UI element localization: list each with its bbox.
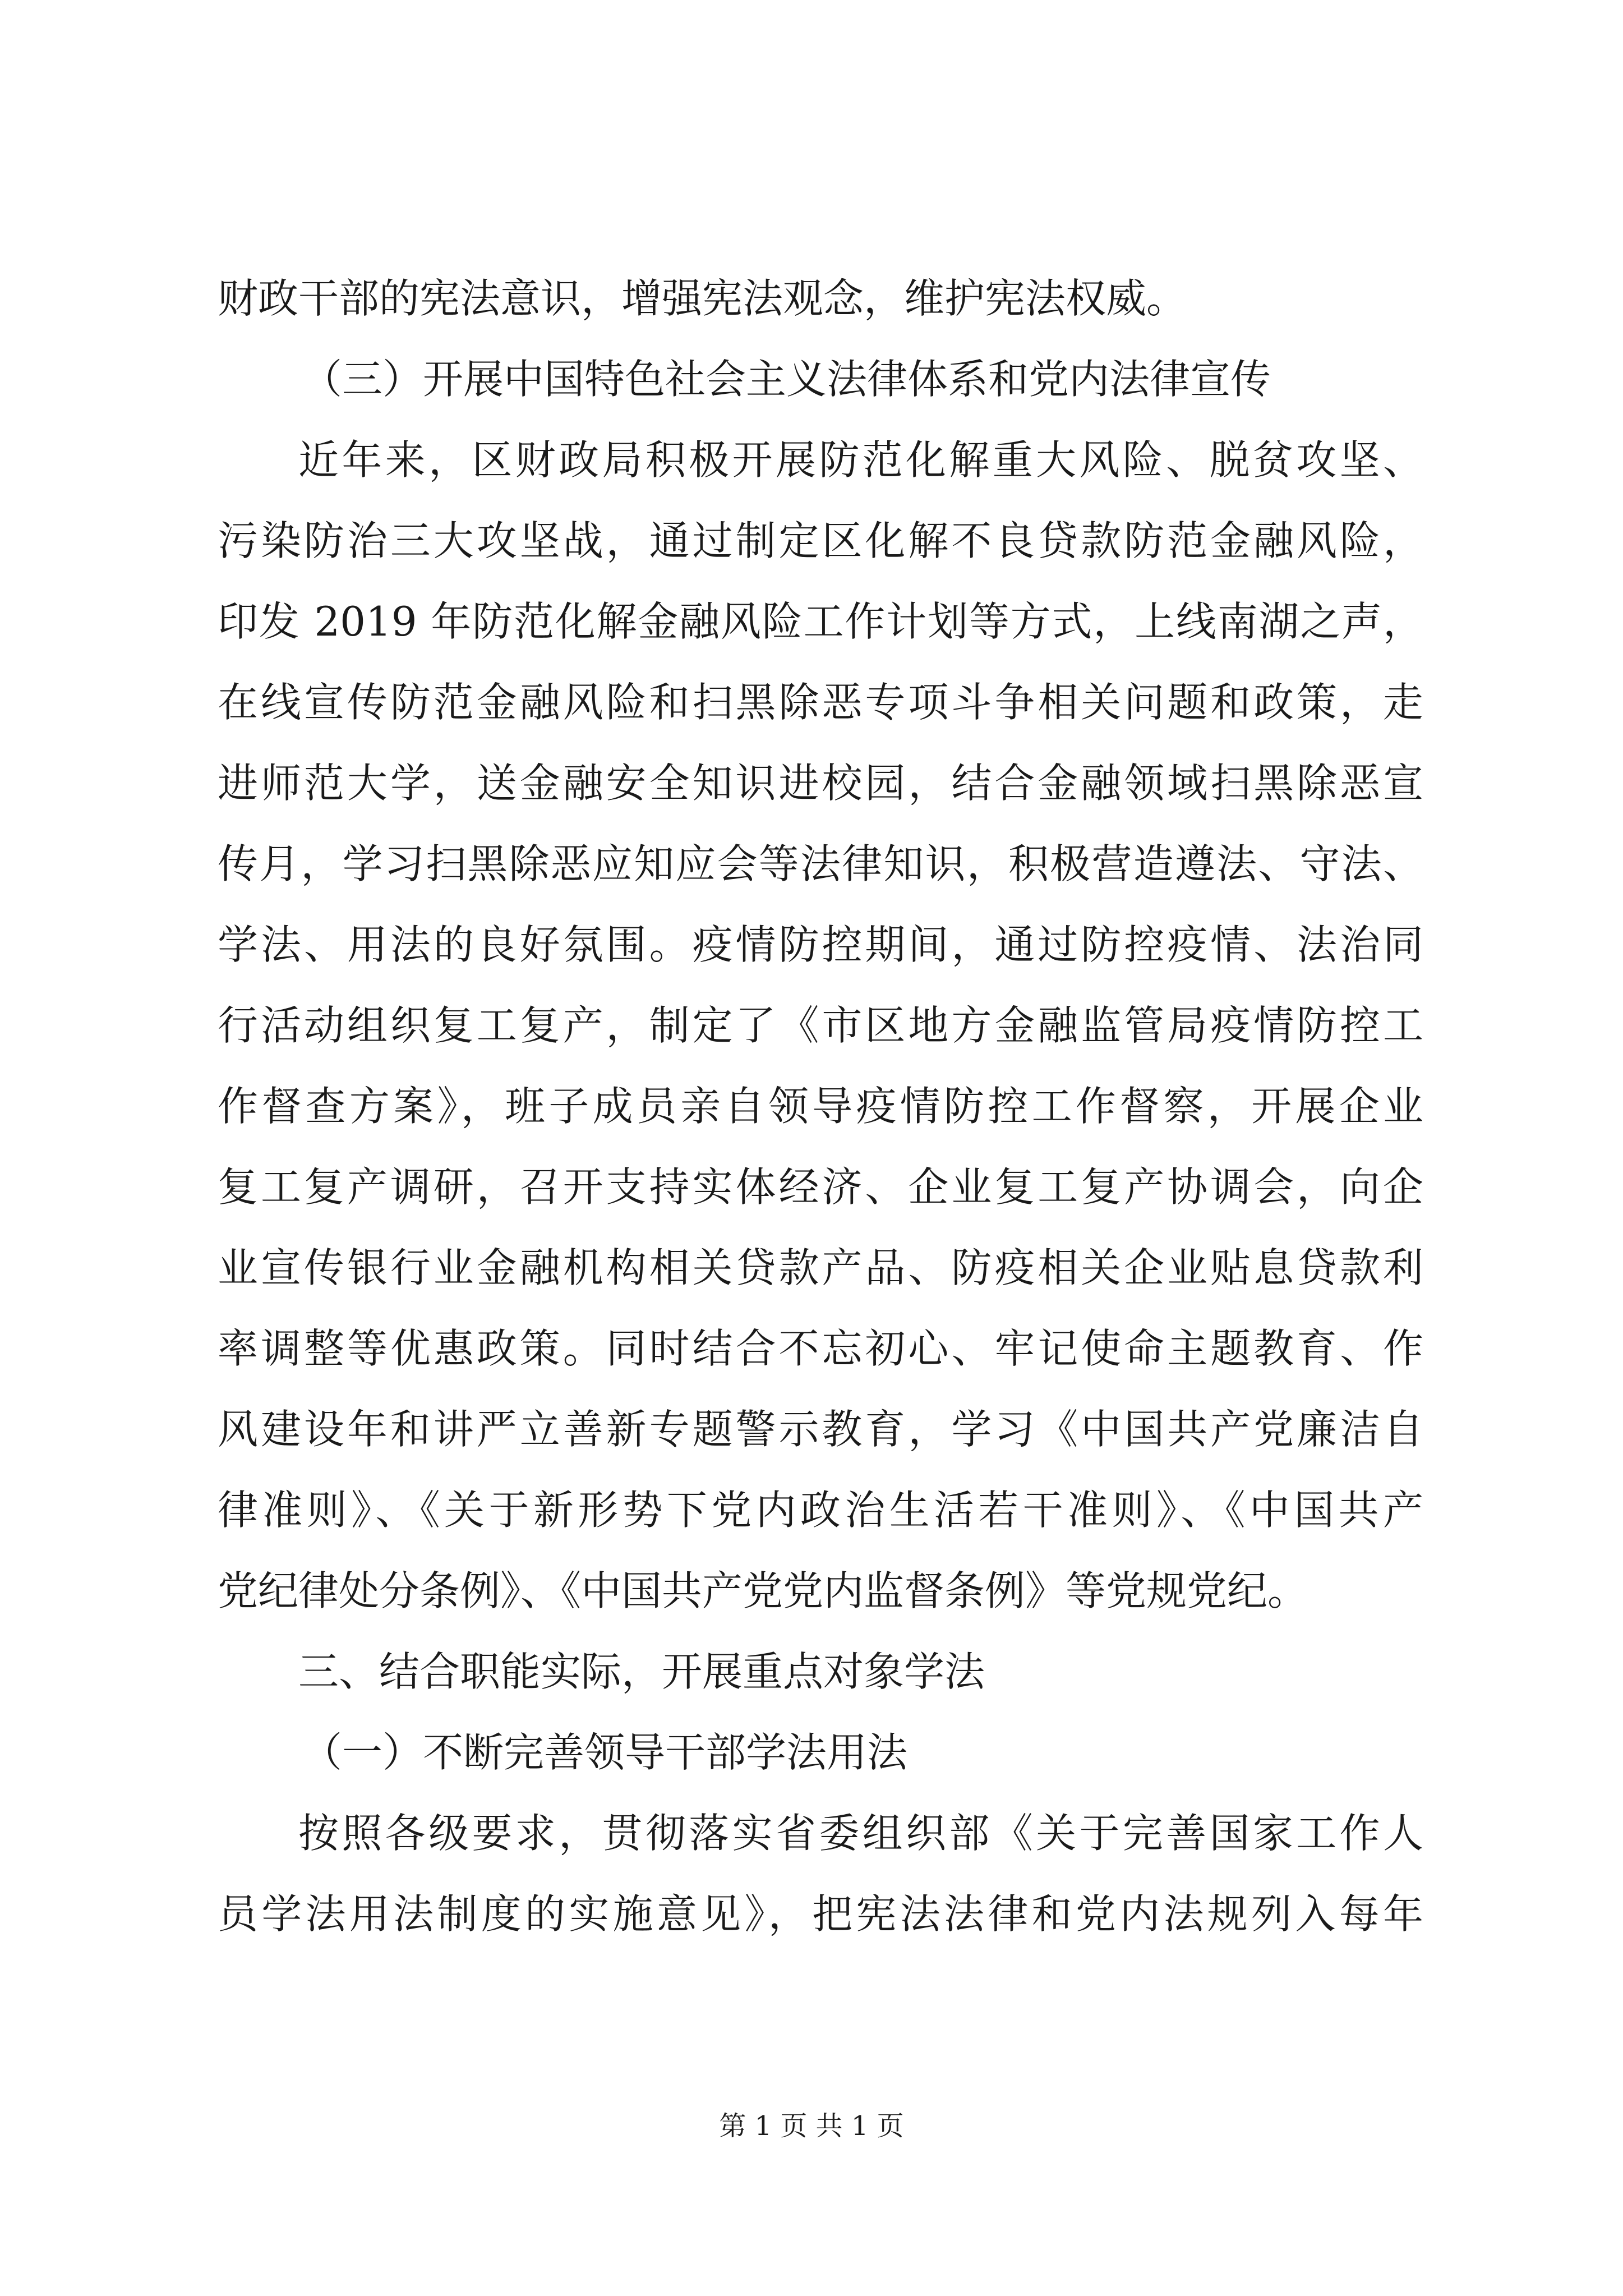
text-line: 业宣传银行业金融机构相关贷款产品、防疫相关企业贴息贷款利 [218, 1244, 1423, 1291]
text-line: 风建设年和讲严立善新专题警示教育，学习《中国共产党廉洁自 [218, 1406, 1423, 1453]
text-line: （三）开展中国特色社会主义法律体系和党内法律宣传 [302, 356, 1271, 403]
text-line: 行活动组织复工复产，制定了《市区地方金融监管局疫情防控工 [218, 1002, 1423, 1049]
text-line: 近年来，区财政局积极开展防范化解重大风险、脱贫攻坚、 [298, 436, 1423, 484]
text-line: 复工复产调研，召开支持实体经济、企业复工复产协调会，向企 [218, 1163, 1423, 1211]
text-line: 三、结合职能实际，开展重点对象学法 [298, 1648, 985, 1695]
text-line: 进师范大学，送金融安全知识进校园，结合金融领域扫黑除恶宣 [218, 760, 1423, 807]
text-line: 党纪律处分条例》、《中国共产党党内监督条例》等党规党纪。 [218, 1567, 1308, 1614]
text-line: 污染防治三大攻坚战，通过制定区化解不良贷款防范金融风险， [218, 517, 1423, 564]
text-line: 印发 2019 年防范化解金融风险工作计划等方式，上线南湖之声， [218, 598, 1423, 645]
text-line: 财政干部的宪法意识，增强宪法观念，维护宪法权威。 [218, 275, 1187, 322]
text-line: 员学法用法制度的实施意见》，把宪法法律和党内法规列入每年 [218, 1890, 1423, 1938]
text-line: 传月，学习扫黑除恶应知应会等法律知识，积极营造遵法、守法、 [218, 840, 1423, 887]
text-line: 学法、用法的良好氛围。疫情防控期间，通过防控疫情、法治同 [218, 921, 1423, 968]
document-body [218, 258, 1423, 1954]
page-footer: 第 1 页 共 1 页 [719, 2110, 904, 2142]
text-line: 作督查方案》，班子成员亲自领导疫情防控工作督察，开展企业 [218, 1083, 1423, 1130]
text-line: 在线宣传防范金融风险和扫黑除恶专项斗争相关问题和政策，走 [218, 679, 1423, 726]
text-line: 律准则》、《关于新形势下党内政治生活若干准则》、《中国共产 [218, 1487, 1423, 1534]
text-line: 率调整等优惠政策。同时结合不忘初心、牢记使命主题教育、作 [218, 1325, 1423, 1372]
text-line: 按照各级要求，贯彻落实省委组织部《关于完善国家工作人 [298, 1810, 1423, 1857]
text-line: （一）不断完善领导干部学法用法 [302, 1729, 908, 1776]
